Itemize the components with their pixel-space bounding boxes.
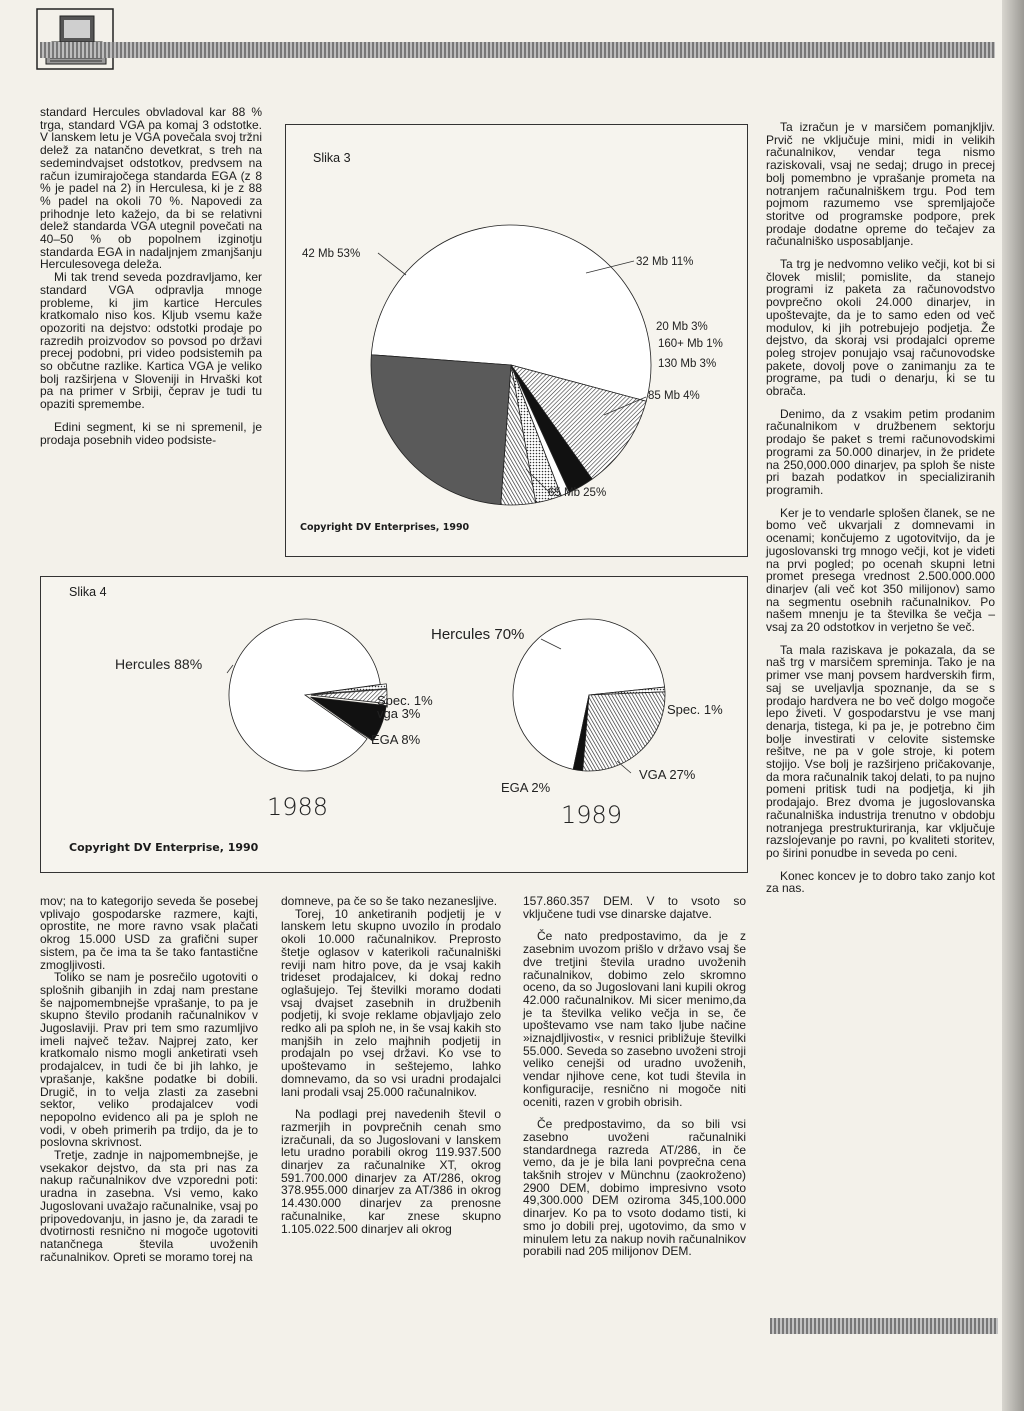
pie-label-42mb: 42 Mb 53% [302, 248, 361, 260]
article-paragraph: Ta izračun je v marsičem pomanjkljiv. Prvič ne vključuje mini, midi in velikih računalnikov, vendar tega nismo raziskovali, vsaj ne sedaj; drugo in precej bolj pomembno je vprašanje prometa na notranjem računalniškem trgu. Pod tem pojmom razumemo vse spremljajoče storitve od programske podpore, prek prodaje dodatne opreme do tečajev za računalniško usposabljanje. [766, 120, 995, 249]
pie-slice-65-mb [371, 355, 511, 505]
pie-label-65mb: 65 Mb 25% [548, 487, 607, 499]
figure-4 [40, 576, 748, 873]
article-paragraph: Torej, 10 anketiranih podjetij je v lanskem letu skupno uvozilo in prodalo okoli 10.000 računalnikov. Preprosto štetje oglasov v katerikoli računalniški reviji nam hitro pove, da je vsaj kakih trideset prodajalcev, ki dokaj redno oglašujejo. Tej številki moramo dodati vsaj dvajset zasebnih in družbenih podjetij, ki svoje reklame objavljajo zelo redko ali pa sploh ne, in še vsaj kakih sto manjših in zelo majhnih podjetij in prodajaln po vsej državi. Ko vse to upoštevamo in seštejemo, lahko domnevamo, da so vsi uradni prodajalci lani prodali vsaj 25.000 računalnikov. [281, 906, 501, 1099]
figure-3-pie [286, 125, 747, 556]
article-bottom-column-3 [523, 895, 746, 1258]
label-vga-1988: vga 3% [377, 706, 421, 721]
article-paragraph: Konec koncev je to dobro tako zanjo kot za nas. [766, 868, 995, 896]
year-1989: 1989 [561, 801, 623, 829]
figure-3 [285, 124, 748, 557]
article-paragraph: Na podlagi prej navedenih števil o razmerjih in povprečnih cenah smo izračunali, da so Jugoslovani v lanskem letu uradno porabili okrog 119.937.500 dinarjev za računalnike XT, okrog 591.700.000 dinarjev za AT/286, okrog 378.955.000 dinarjev za AT/386 in okrog 14.430.000 dinarjev za prenosne računalnike, kar znese skupno 1.105.022.500 dinarjev ali okrog [281, 1107, 501, 1236]
computer-icon [36, 8, 114, 70]
article-paragraph: Če predpostavimo, da so bili vsi zasebno uvoženi računalniki standardnega razreda AT/286, in če vemo, da je je bila lani povprečna cena takšnih strojev v Münchnu (zaokroženo) 2900 DEM, dobimo impresivno vsoto 49,300.000 DEM oziroma 345,100.000 dinarjev. Ko pa to vsoto dodamo tisti, ki smo jo dobili prej, ugotovimo, da smo v minulem letu za nakup novih računalnikov porabili nad 205 milijonov DEM. [523, 1117, 746, 1259]
label-spec-1989: Spec. 1% [667, 702, 723, 717]
article-paragraph: mov; na to kategorijo seveda še posebej vplivajo gospodarske razmere, kajti, oprostite, ne more ravno vsak plačati okrog 15.000 USD za grafični super sistem, pa če ima ta še tako fantastične zmogljivosti. [40, 894, 258, 972]
label-vga-1989: VGA 27% [639, 767, 696, 782]
article-paragraph: domneve, pa če so še tako nezanesljive. [281, 894, 498, 908]
figure-3-title: Slika 3 [313, 151, 351, 165]
article-paragraph: Mi tak trend seveda pozdravljamo, ker standard VGA odpravlja mnoge probleme, ki jim kartice Hercules kratkomalo niso kos. Kljub vsemu kaže opozoriti na dejstvo: odstotki prodaje po razredih proizvodov so povsod po državi precej podobni, pri video podsistemih pa so občutne razlike. Kartica VGA je veliko bolj razširjena v Sloveniji in Hrvaški kot pa na primer v Srbiji, čeprav je tudi tu opaziti spremembe. [40, 270, 262, 412]
header-rule [40, 42, 995, 58]
article-paragraph: Toliko se nam je posrečilo ugotoviti o splošnih gibanjih in zdaj nam prestane še najpomembnejše vprašanje, to pa je skupno število prodanih računalnikov v Jugoslaviji. Prav pri tem smo razumljivo imeli največ težav. Najprej zato, ker kratkomalo nismo mogli anketirati vseh prodajalcev, in tudi če bi jih lahko, je vprašanje, kakšne podatke bi dobili. Drugič, in to velja zlasti za zasebni sektor, veliko prodajalcev vodi nepopolno evidenco ali pa je sploh ne vodi, v obeh primerih pa trdijo, da je to poslovna skrivnost. [40, 970, 258, 1150]
label-spec-1988: Spec. 1% [377, 693, 433, 708]
pie-slice-vga [583, 692, 665, 771]
pie-label-20mb: 20 Mb 3% [656, 321, 708, 333]
article-paragraph: Ta mala raziskava je pokazala, da se naš trg v marsičem spreminja. Tako je na primer vse manj povsem hardverskih firm, saj se uveljavlja spoznanje, da se s prodajo hardvera ne bo več dolgo mogoče lepo živeti. V gospodarstvu je vse manj denarja, tistega, ki pa je, je potrebno čim bolje investirati v celovite sistemske rešitve, ne pa v gole stroje, ki potem stojijo. Vse bolj je razširjeno pričakovanje, da mora računalnik takoj delati, to pa nujno pomeni pritisk tudi na podjetja, ki jih prodajajo. Brez dvoma je jugoslovanska računalniška industrija trenutno v obdobju notranjega prestrukturiranja, kar vključuje razslojevanje po ravni, po kvaliteti storitev, po širini ponudbe in seveda po ceni. [766, 642, 995, 860]
year-1988: 1988 [267, 793, 329, 821]
article-paragraph: Ker je to vendarle splošen članek, se ne bomo več ukvarjali z domnevami in ocenami; končujemo z ugotovitvijo, da je jugoslovanski trg mnogo večji, kot je videti na prvi pogled; po ocenah skupni letni promet presega vrednost 2.500.000.000 dinarjev (ali več kot 350 milijonov) samo na segmentu osebnih računalnikov. Po našem mnenju je ta številka še večja – vsaj za 20 odstotkov in verjetno še več. [766, 505, 995, 635]
article-paragraph: 157.860.357 DEM. V to vsoto so vključene tudi vse dinarske dajatve. [523, 894, 746, 921]
figure-4-title: Slika 4 [69, 585, 107, 599]
label-hercules-1989: Hercules 70% [431, 626, 525, 643]
article-column-right [766, 121, 995, 895]
article-paragraph: Tretje, zadnje in najpomembnejše, je vsekakor dejstvo, da sta pri nas za nakup računalnikov dve vzporedni poti: uradna in zasebna. Vsi vemo, kako Jugoslovani uvažajo računalnike, vsaj po pripovedovanju, in jasno je, da zaradi te dvotirnosti resnično ni mogoče ugotoviti natančnega števila uvoženih računalnikov. Opreti se moramo torej na [40, 1148, 258, 1264]
footer-rule [770, 1318, 998, 1334]
label-ega-1989: EGA 2% [501, 780, 551, 795]
article-paragraph: Denimo, da z vsakim petim prodanim računalnikom v družbenem sektorju prodajo še paket s tremi računovodskimi programi za 50.000 dinarjev, in že pridete na 250,000.000 dinarjev, pa sploh še niste pri bazah podatkov in specializiranih programih. [766, 406, 995, 497]
pie-label-160mb: 160+ Mb 1% [658, 338, 723, 350]
pie-label-85mb: 85 Mb 4% [648, 390, 700, 402]
page-edge-shadow [1002, 0, 1024, 1411]
article-column-1 [40, 106, 262, 446]
article-bottom-column-2 [281, 895, 501, 1235]
article-paragraph: Če nato predpostavimo, da je z zasebnim uvozom prišlo v državo vsaj še dve tretjini števila uradno uvoženih računalnikov, dobimo zelo skromno oceno, da so Jugoslovani lani kupili okrog 42.000 računalnikov. Mi sicer menimo,da je ta številka veliko večja in se, če upoštevamo vse nam tako ljube načine »iznajdljivosti«, v resnici približuje številki 55.000. Seveda so zasebno uvoženi stroji veliko cenejši od uradno uvoženih, vendar njihove cene, kot tudi števila in konfiguracije, resnično ni mogoče niti oceniti, razen v grobih obrisih. [523, 929, 746, 1109]
pie-label-130mb: 130 Mb 3% [658, 358, 717, 370]
article-paragraph: standard Hercules obvladoval kar 88 % trga, standard VGA pa komaj 3 odstotke. V lanskem letu je VGA povečala svoj tržni delež za natančno devetkrat, s treh na sedemindvajset odstotkov, predvsem na račun izumirajočega standarda EGA (z 8 % je padel na 2) in Herculesa, ki je z 88 % padel na okoli 70 %. Napovedi za prihodnje leto kažejo, da bi se relativni delež standarda VGA utegnil povečati na 40–50 % ob popolnem izginotju standarda EGA in nadaljnjem zmanjšanju Herculesovega deleža. [40, 105, 262, 272]
label-hercules-1988: Hercules 88% [115, 656, 203, 672]
figure-4-copyright: Copyright DV Enterprise, 1990 [69, 841, 259, 854]
label-ega-1988: EGA 8% [371, 732, 421, 747]
figure-3-copyright: Copyright DV Enterprises, 1990 [300, 522, 470, 533]
figure-4-pies [41, 577, 747, 872]
pie-label-32mb: 32 Mb 11% [636, 256, 694, 268]
article-bottom-column-1 [40, 895, 258, 1263]
article-paragraph: Ta trg je nedvomno veliko večji, kot bi si človek mislil; pomislite, da stanejo programi iz paketa za računovodstvo povprečno okoli 24.000 dinarjev, in upoštevajte, da je to samo eden od več modulov, ki jih potrebujejo podjetja. Že dejstvo, da skoraj vsi prodajalci opreme poleg strojev ponujajo vsaj računovodske pakete, dovolj pove o zanimanju za te programe, pa tudi o denarju, ki se tu obrača. [766, 257, 995, 399]
article-paragraph: Edini segment, ki se ni spremenil, je prodaja posebnih video podsiste- [40, 419, 262, 447]
